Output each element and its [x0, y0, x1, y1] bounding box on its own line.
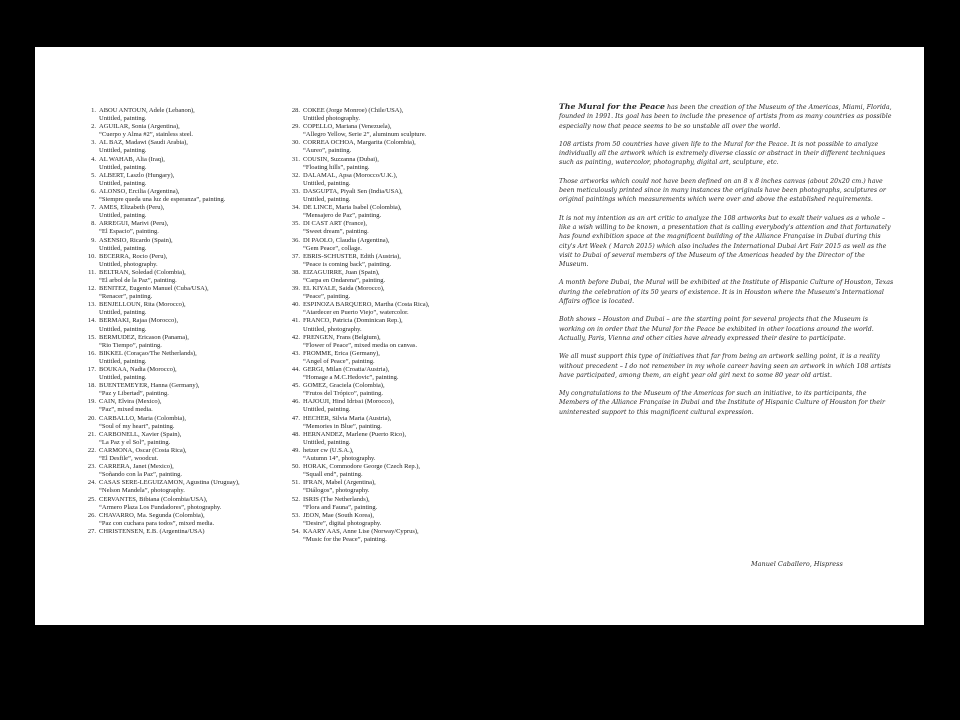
artist-number: 31. [291, 155, 300, 163]
artist-name: DASGUPTA, Piyali Sen (India/USA), [303, 187, 403, 195]
artist-name: CAIN, Elvira (Mexico), [99, 398, 162, 406]
artwork-title: Untitled, painting. [99, 163, 147, 171]
artist-name: DI CAST ART (France), [303, 220, 368, 228]
artwork-title: “Renacer”, painting. [99, 293, 153, 301]
artist-number: 40. [291, 301, 300, 309]
artist-name: HORAK, Commodore George (Czech Rep.), [303, 463, 421, 471]
artist-entry [290, 172, 505, 188]
artist-number: 39. [291, 285, 300, 293]
artist-number: 26. [87, 511, 96, 519]
artist-entry [290, 220, 505, 236]
artist-entry [290, 334, 505, 350]
artwork-title: “Paz con cuchara para todos”, mixed media. [99, 519, 215, 527]
artist-entry [86, 269, 274, 285]
artist-number: 22. [87, 446, 96, 454]
artist-name: HAJOUJI, Hind Idrissi (Morocco), [303, 398, 395, 406]
artist-number: 43. [291, 349, 300, 357]
artwork-title: “Cuerpo y Alma #2”, stainless steel. [99, 131, 194, 139]
artwork-title: Untitled, painting. [303, 406, 351, 414]
essay-paragraph: Both shows – Houston and Dubai – are the starting point for several projects that the Museum is working on in order that the Mural for the Peace be exhibited in other locations around the world. Actually, Paris, Vienna and other cities have already expressed their desire to participate. [559, 316, 874, 342]
artist-number: 6. [91, 187, 96, 195]
artist-number: 18. [87, 382, 96, 390]
essay-text [559, 102, 895, 426]
artist-name: BERMAKI, Rajaa (Morocco), [99, 317, 179, 325]
artist-number: 42. [291, 333, 300, 341]
artist-number: 36. [291, 236, 300, 244]
artist-name: COPELLO, Mariana (Venezuela), [303, 123, 392, 131]
artwork-title: “El Desfile”, woodcut. [99, 455, 159, 463]
artwork-title: “Autumn 14”, photography. [303, 455, 376, 463]
artwork-title: “Squall end”, painting. [303, 471, 363, 479]
artist-name: CORREA OCHOA, Margarita (Colombia), [303, 139, 416, 147]
artist-name: CARRERA, Janet (Mexico), [99, 463, 174, 471]
artist-entry [290, 431, 505, 447]
author-signature: Manuel Caballero, Hispress [751, 560, 843, 568]
artist-list-column-1 [86, 107, 274, 536]
artwork-title: “Rio Tiempo”, painting. [99, 341, 162, 349]
artist-number: 38. [291, 268, 300, 276]
artist-entry [86, 253, 274, 269]
artist-name: DALAMAL, Apsa (Morocco/U.K.), [303, 171, 398, 179]
artist-entry [86, 431, 274, 447]
artist-number: 27. [87, 527, 96, 535]
artist-number: 11. [88, 268, 96, 276]
artwork-title: “Nelson Mandela”, photography. [99, 487, 185, 495]
artist-name: ARREGUI, Marivi (Peru), [99, 220, 169, 228]
artist-entry [290, 366, 505, 382]
artwork-title: “Aureo”, painting. [303, 147, 352, 155]
artist-name: ABOU ANTOUN, Adele (Lebanon), [99, 107, 195, 114]
artwork-title: “Paz y Libertad”, painting. [99, 390, 169, 398]
artist-entry [290, 528, 505, 544]
artist-name: COKEE (Jorge Monroe) (Chile/USA), [303, 107, 404, 114]
artist-number: 17. [87, 366, 96, 373]
artist-entry [86, 204, 274, 220]
artist-name: AL BAZ, Madawi (Saudi Arabia), [99, 139, 188, 147]
artist-number: 32. [291, 171, 300, 179]
artist-number: 20. [87, 414, 96, 422]
artwork-title: “Memories in Blue”, painting. [303, 422, 382, 430]
artwork-title: Untitled, painting. [99, 115, 147, 123]
artist-name: CARMONA, Oscar (Costa Rica), [99, 446, 187, 454]
artist-name: AL WAHAB, Alia (Iraq), [99, 155, 165, 163]
artwork-title: Untitled, painting. [99, 212, 147, 220]
artist-entry [290, 479, 505, 495]
artist-name: BIKKEL (Coraçao/The Netherlands), [99, 349, 197, 357]
artist-entry [290, 496, 505, 512]
artwork-title: Untitled, painting. [99, 147, 147, 155]
artist-number: 5. [91, 171, 96, 179]
essay-paragraph: We all must support this type of initiatives that far from being an artwork selling point, it is a reality without precedent – I do not remember in my whole career having seen an artwork in which 108 artists have participated, among them, an eight year old girl next to some 80 year old artist. [559, 353, 891, 379]
artist-name: FROMME, Erica (Germany), [303, 349, 380, 357]
artist-number: 3. [91, 139, 96, 147]
artist-name: ALBERT, Laszlo (Hungary), [99, 171, 175, 179]
artist-entry [290, 447, 505, 463]
artist-entry [86, 317, 274, 333]
artist-entry [290, 188, 505, 204]
artwork-title: “El arbol de la Paz”, painting. [99, 276, 177, 284]
artist-number: 30. [291, 139, 300, 147]
artist-entry [86, 512, 274, 528]
essay-paragraph-text: has been the creation of the Museum of the Americas, Miami, Florida, founded in 1991. Its goal has been to include the presence of artists from as many countries as possible especially now that peace seems to be so unstable all over the world. [559, 104, 892, 130]
essay-paragraph [559, 102, 895, 131]
artwork-title: “Angel of Peace”, painting. [303, 357, 375, 365]
artist-number: 41. [291, 317, 300, 325]
artwork-title: “Allegro Yellow, Serie 2”, aluminum sculpture. [303, 131, 427, 139]
artist-number: 10. [87, 252, 96, 260]
artist-entry [290, 317, 505, 333]
artist-name: GERGI, Milan (Croatia/Austria), [303, 366, 390, 373]
artist-number: 16. [87, 349, 96, 357]
artist-number: 9. [91, 236, 96, 244]
artist-entry [86, 172, 274, 188]
artwork-title: Untitled, painting. [303, 438, 351, 446]
artist-entry [290, 285, 505, 301]
artist-number: 44. [291, 366, 300, 373]
artwork-title: “Desire”, digital photography. [303, 519, 382, 527]
artist-number: 54. [291, 527, 300, 535]
artist-name: CERVANTES, Bibiana (Colombia/USA), [99, 495, 208, 503]
artist-entry [290, 107, 505, 123]
artist-number: 34. [291, 204, 300, 212]
artist-name: CARBONELL, Xavier (Spain), [99, 430, 182, 438]
artist-name: DE LINCE, Maria Isabel (Colombia), [303, 204, 402, 212]
artist-entry [86, 139, 274, 155]
artist-entry [290, 139, 505, 155]
artwork-title: “Floating hills”, painting. [303, 163, 370, 171]
artist-name: BENJELLOUN, Rita (Morocco), [99, 301, 186, 309]
artwork-title: “Music for the Peace”, painting. [303, 535, 387, 543]
artist-number: 35. [291, 220, 300, 228]
artist-name: EIZAGUIRRE, Juan (Spain), [303, 268, 380, 276]
artwork-title: Untitled, photography. [303, 325, 362, 333]
artist-name: CASAS SERE-LEGUIZAMON, Agustina (Uruguay), [99, 479, 240, 487]
artist-number: 4. [91, 155, 96, 163]
artist-number: 19. [87, 398, 96, 406]
artist-entry [86, 237, 274, 253]
artist-number: 53. [291, 511, 300, 519]
artwork-title: Untitled, painting. [99, 374, 147, 382]
artwork-title: “Armero Plaza Los Fundadores”, photography. [99, 503, 222, 511]
artwork-title: Untitled, painting. [99, 244, 147, 252]
artist-number: 52. [291, 495, 300, 503]
artwork-title: Untitled, photography. [99, 260, 158, 268]
artist-entry [290, 398, 505, 414]
artwork-title: “Siempre queda una luz de esperanza”, painting. [99, 196, 226, 204]
artist-name: AMES, Elizabeth (Peru), [99, 204, 165, 212]
artist-name: BECERRA, Rocio (Peru), [99, 252, 168, 260]
mural-title: The Mural for the Peace [559, 102, 665, 111]
artist-entry [86, 123, 274, 139]
artist-entry [290, 463, 505, 479]
artist-entry [290, 253, 505, 269]
artist-name: ASENSIO, Ricardo (Spain), [99, 236, 173, 244]
essay-paragraph: Those artworks which could not have been defined on an 8 x 8 inches canvas (about 20x20 cm.) have been meticulously printed since in many instances the originals have been photographs, sculptures or original paintings which measurements which were over and above the established requirements. [559, 177, 886, 204]
artist-number: 14. [87, 317, 96, 325]
artist-number: 8. [91, 220, 96, 228]
document-page [35, 47, 924, 625]
essay-paragraph: A month before Dubai, the Mural will be exhibited at the Institute of Hispanic Culture of Houston, Texas during the celebration of its 50 years of existence. It is in Houston where the Museum's International Affairs office is located. [559, 279, 894, 306]
artist-entry [86, 350, 274, 366]
artist-name: FRENGEN, Frans (Belgium), [303, 333, 381, 341]
artist-number: 49. [291, 446, 300, 454]
artwork-title: Untitled, painting. [99, 309, 147, 317]
artist-name: HECHER, Silvia Maria (Austria), [303, 414, 392, 422]
artist-entry [86, 220, 274, 236]
artwork-title: Untitled, painting. [303, 196, 351, 204]
artist-name: hetzer cw (U.S.A.), [303, 446, 354, 454]
artist-entry [86, 301, 274, 317]
artwork-title: Untitled, painting. [99, 357, 147, 365]
artist-name: BENITEZ, Eugenio Manuel (Cuba/USA), [99, 285, 209, 293]
artist-entry [86, 415, 274, 431]
artist-number: 15. [87, 333, 96, 341]
artwork-title: “Peace”, painting. [303, 293, 351, 301]
artist-name: FRANCO, Patricia (Dominican Rep.), [303, 317, 403, 325]
artist-name: BUENTEMEYER, Hanna (Germany), [99, 382, 200, 390]
artist-entry [290, 237, 505, 253]
artwork-title: “Soñando con la Paz”, painting. [99, 471, 183, 479]
artist-list-column-2 [290, 107, 505, 544]
artist-number: 50. [291, 463, 300, 471]
artist-number: 51. [291, 479, 300, 487]
artist-name: IFRAN, Mabel (Argentina), [303, 479, 376, 487]
artwork-title: “Soul of my heart”, painting. [99, 422, 175, 430]
artist-entry [86, 528, 274, 536]
artist-entry [86, 334, 274, 350]
artist-name: CHRISTENSEN, E.B. (Argentina/USA) [99, 527, 205, 535]
essay-paragraph: My congratulations to the Museum of the Americas for such an initiative, to its participants, the Members of the Alliance Française in Dubai and the Institute of Hispanic Culture of Houston for their uninterested support to this magnificent cultural expression. [559, 390, 885, 416]
artist-name: GOMEZ, Graciela (Colombia), [303, 382, 385, 390]
artist-number: 24. [87, 479, 96, 487]
artwork-title: “Atardecer en Puerto Viejo”, watercolor. [303, 309, 409, 317]
artist-name: CARBALLO, Maria (Colombia), [99, 414, 187, 422]
essay-paragraph: It is not my intention as an art critic to analyze the 108 artworks but to exalt their values as a whole – like a wish willing to be known, a presentation that is calling everybody's attention and that fortunately has found exhibition space at the magnificent building of the Alliance Française in Dubai during this city's Art Week ( March 2015) which also includes the International Dubai Art Fair 2015 as well as the visit to Dubai of several members of the Museum of the Americas headed by the Director of the Museum. [559, 214, 891, 269]
artist-number: 21. [87, 430, 96, 438]
artist-name: BELTRAN, Soledad (Colombia), [99, 268, 186, 276]
artist-name: BOUKAA, Nadia (Morocco), [99, 366, 177, 373]
artist-name: ALONSO, Ercilia (Argentina), [99, 187, 180, 195]
artwork-title: “Paz”, mixed media. [99, 406, 153, 414]
artist-number: 48. [291, 430, 300, 438]
artist-number: 46. [291, 398, 300, 406]
artwork-title: “Carpa en Ondarena”, painting. [303, 276, 386, 284]
artist-entry [86, 156, 274, 172]
artwork-title: “Mensajero de Paz”, painting. [303, 212, 382, 220]
artist-number: 28. [291, 107, 300, 114]
artist-entry [86, 447, 274, 463]
artist-name: CHAVARRO, Ma. Segunda (Colombia), [99, 511, 205, 519]
artwork-title: “Frutos del Trópico”, painting. [303, 390, 383, 398]
artist-name: KAARY AAS, Anne Lise (Norway/Cyprus), [303, 527, 419, 535]
artist-number: 45. [291, 382, 300, 390]
artist-entry [290, 512, 505, 528]
artist-entry [290, 301, 505, 317]
artwork-title: “Flower of Peace”, mixed media on canvas. [303, 341, 418, 349]
essay-paragraph: 108 artists from 50 countries have given life to the Mural for the Peace. It is not possible to analyze individually all the artwork which is extremely diverse classic or abstract in their different techniques such as painting, watercolor, photography, digital art, sculpture, etc. [559, 140, 886, 167]
artist-name: JEON, Mae (South Korea), [303, 511, 374, 519]
artist-number: 33. [291, 187, 300, 195]
artwork-title: “El Espacio”, painting. [99, 228, 159, 236]
artist-entry [290, 123, 505, 139]
artist-name: EBRIS-SCHUSTER, Edith (Austria), [303, 252, 401, 260]
artist-name: DI PAOLO, Claudia (Argentina), [303, 236, 390, 244]
artist-number: 47. [291, 414, 300, 422]
artist-entry [86, 366, 274, 382]
artist-number: 7. [91, 204, 96, 212]
artist-name: EL KIYALE, Saida (Morocco), [303, 285, 385, 293]
artist-number: 29. [291, 123, 300, 131]
artwork-title: “Homage a M.C.Hedovic”, painting. [303, 374, 399, 382]
artist-entry [86, 285, 274, 301]
artist-name: AGUILAR, Sonia (Argentina), [99, 123, 180, 131]
artwork-title: Untitled photography. [303, 115, 360, 123]
artist-name: ISRIS (The Netherlands), [303, 495, 370, 503]
artwork-title: “Diálogos”, photography. [303, 487, 370, 495]
artwork-title: Untitled, painting. [303, 179, 351, 187]
artwork-title: Untitled, painting. [99, 325, 147, 333]
artist-name: ESPINOZA BARQUERO, Martha (Costa Rica), [303, 301, 430, 309]
artist-name: HERNANDEZ, Marlene (Puerto Rico), [303, 430, 407, 438]
artist-entry [86, 479, 274, 495]
artist-entry [290, 382, 505, 398]
artwork-title: “Sweet dream”, painting. [303, 228, 369, 236]
artist-name: COUSIN, Suzzanna (Dubai), [303, 155, 379, 163]
artwork-title: Untitled, painting. [99, 179, 147, 187]
artist-entry [290, 269, 505, 285]
artist-entry [86, 463, 274, 479]
artist-number: 37. [291, 252, 300, 260]
artist-entry [86, 107, 274, 123]
artist-number: 25. [87, 495, 96, 503]
artist-entry [86, 382, 274, 398]
artist-entry [86, 398, 274, 414]
artist-number: 12. [87, 285, 96, 293]
artist-entry [86, 496, 274, 512]
artwork-title: “La Paz y el Sol”, painting. [99, 438, 171, 446]
artist-number: 1. [91, 107, 96, 114]
artwork-title: “Gem Peace”, collage. [303, 244, 362, 252]
artist-entry [290, 156, 505, 172]
artist-name: BERMUDEZ, Ericason (Panama), [99, 333, 189, 341]
artist-entry [86, 188, 274, 204]
artist-number: 13. [87, 301, 96, 309]
artwork-title: “Peace is coming back”, painting. [303, 260, 392, 268]
artist-entry [290, 415, 505, 431]
artwork-title: “Flora and Fauna”, painting. [303, 503, 378, 511]
artist-entry [290, 350, 505, 366]
artist-number: 23. [87, 463, 96, 471]
artist-number: 2. [91, 123, 96, 131]
artist-entry [290, 204, 505, 220]
